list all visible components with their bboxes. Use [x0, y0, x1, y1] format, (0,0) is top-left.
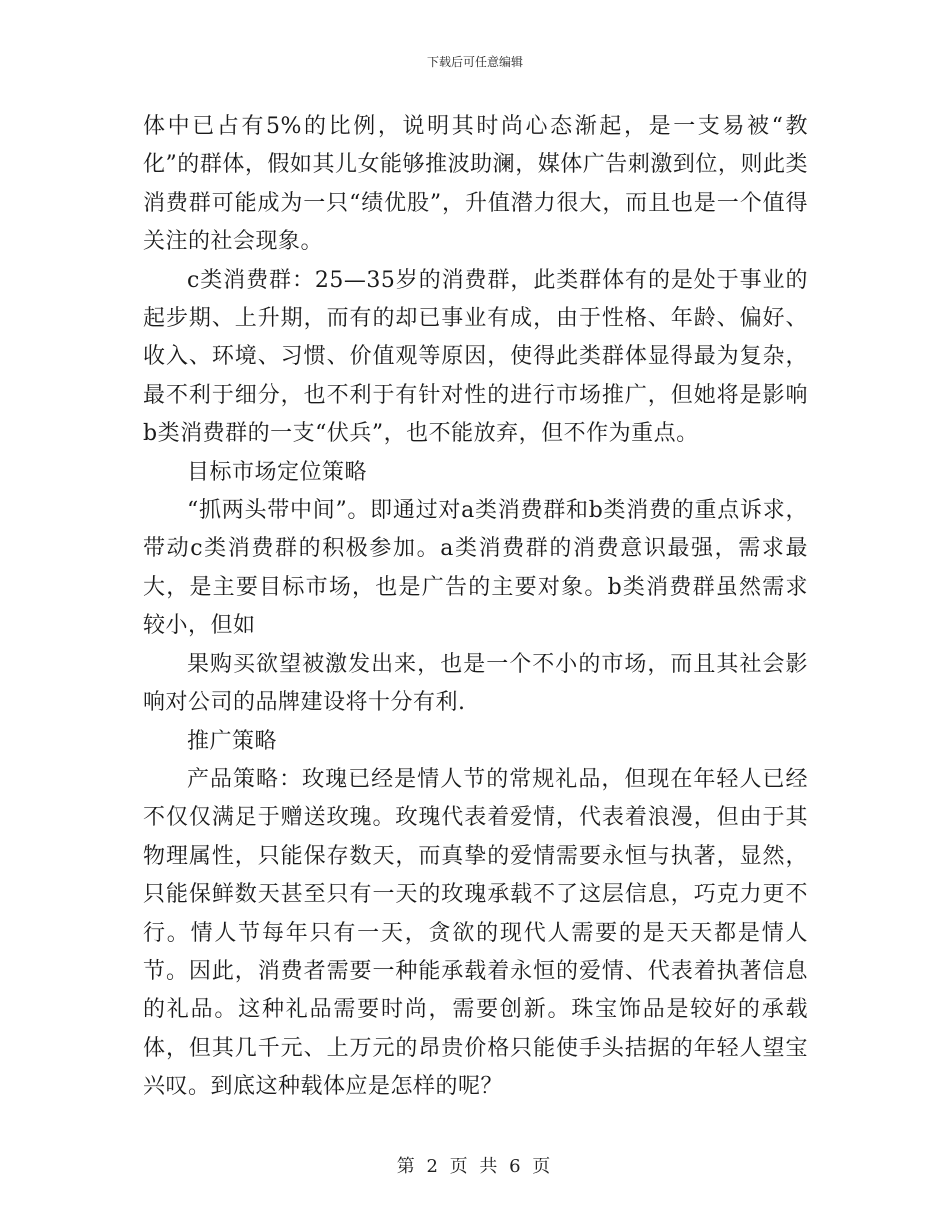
body-text: [143, 108, 808, 1107]
paragraph: 体中已占有5%的比例，说明其时尚心态渐起，是一支易被“教化”的群体，假如其儿女能够推波助澜，媒体广告刺激到位，则此类消费群可能成为一只“绩优股”，升值潜力很大，而且也是一个值得关注的社会现象。: [143, 114, 808, 255]
paragraph: c类消费群：25—35岁的消费群，此类群体有的是处于事业的起步期、上升期，而有的却已事业有成，由于性格、年龄、偏好、收入、环境、习惯、价值观等原因，使得此类群体显得最为复杂，最不利于细分，也不利于有针对性的进行市场推广，但她将是影响b类消费群的一支“伏兵”，也不能放弃，但不作为重点。: [143, 267, 808, 447]
section-heading: 推广策略: [187, 728, 278, 754]
paragraph: “抓两头带中间”。即通过对a类消费群和b类消费的重点诉求，带动c类消费群的积极参加。a类消费群的消费意识最强，需求最大，是主要目标市场，也是广告的主要对象。b类消费群虽然需求较小，但如: [143, 498, 808, 639]
page-header: 下载后可任意编辑: [426, 55, 523, 69]
paragraph: 产品策略：玫瑰已经是情人节的常规礼品，但现在年轻人已经不仅仅满足于赠送玫瑰。玫瑰代表着爱情，代表着浪漫，但由于其物理属性，只能保存数天，而真挚的爱情需要永恒与执著，显然，只能保鲜数天甚至只有一天的玫瑰承载不了这层信息，巧克力更不行。情人节每年只有一天，贪欲的现代人需要的是天天都是情人节。因此，消费者需要一种能承载着永恒的爱情、代表着执著信息的礼品。这种礼品需要时尚，需要创新。珠宝饰品是较好的承载体，但其几千元、上万元的昂贵价格只能使手头拮据的年轻人望宝兴叹。到底这种载体应是怎样的呢？: [143, 766, 808, 1100]
page-footer: 第 2 页 共 6 页: [396, 1156, 554, 1177]
section-heading: 目标市场定位策略: [187, 459, 368, 485]
paragraph: 果购买欲望被激发出来，也是一个不小的市场，而且其社会影响对公司的品牌建设将十分有利.: [143, 651, 808, 716]
